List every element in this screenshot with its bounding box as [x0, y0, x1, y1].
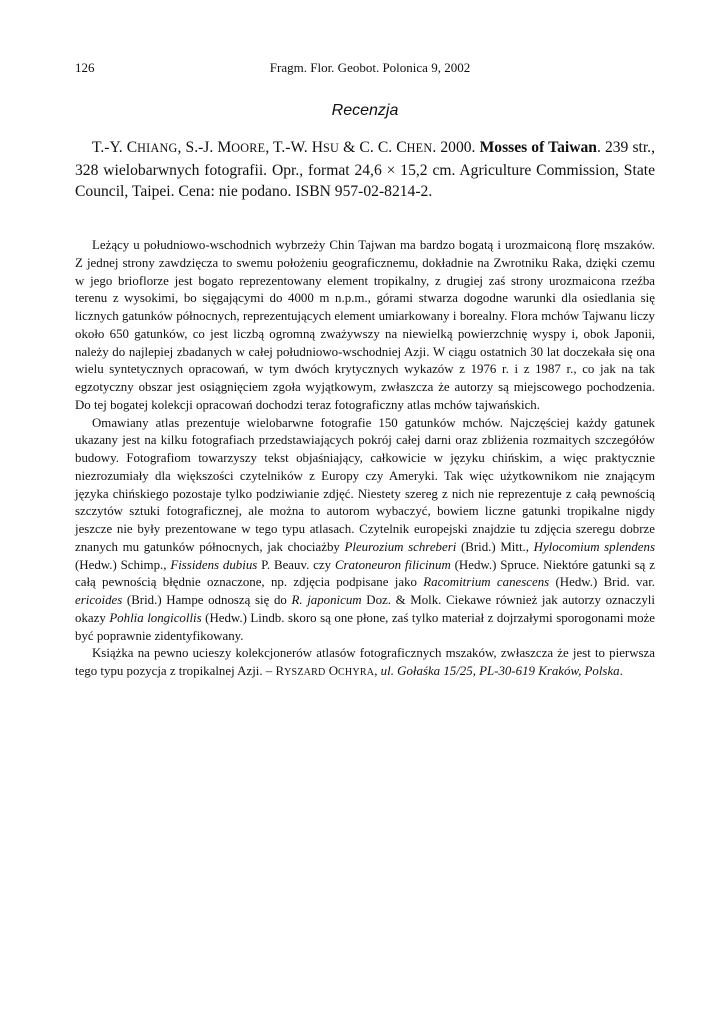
species-name: Pleurozium schreberi	[344, 539, 457, 554]
author-1-surname: HIANG	[137, 141, 178, 155]
page-number: 126	[75, 60, 95, 75]
book-title: Mosses of Taiwan	[479, 139, 597, 156]
book-citation	[75, 137, 655, 203]
species-name: Racomitrium canescens	[423, 575, 550, 590]
author-4-surname: HEN	[406, 141, 433, 155]
paragraph-2	[75, 415, 655, 646]
journal-citation-header: Fragm. Flor. Geobot. Polonica 9, 2002	[269, 60, 471, 75]
species-name: R. japonicum	[291, 593, 362, 607]
species-name: Cratoneuron filicinum	[334, 557, 451, 572]
species-name: Hylocomium splendens	[533, 539, 655, 554]
text-run: P. Beauv. czy	[257, 557, 335, 572]
author-1-initial: T.-Y. C	[92, 139, 138, 156]
text-run: .	[619, 664, 623, 678]
book-details: . 239 str., 328 wielobarwnych fotografii. Opr., format 24,6 × 15,2 cm. Agriculture Commission, State Council, Taipei. Cena: nie podano. ISBN 957-02-8214-2.	[75, 139, 655, 200]
text-run: (Brid.) Hampe odnoszą się do	[122, 593, 292, 607]
text-run: (Brid.) Mitt.,	[456, 539, 534, 554]
reviewer-first-name: YSZARD	[284, 667, 326, 678]
author-2-initial: , S.-J. M	[177, 139, 232, 156]
text-run: (Hedw.) Brid. var.	[549, 575, 655, 590]
reviewer-initial: O	[325, 664, 339, 678]
paragraph-3	[75, 645, 655, 682]
text-run: (Hedw.) Spruce. Niektóre gatunki są z całą pewnością błędnie oznaczone, np. zdjęcia podpisane jako	[75, 557, 655, 590]
species-name: Pohlia longicollis	[109, 610, 202, 625]
running-head	[75, 60, 655, 76]
author-4-initial: & C. C. C	[339, 139, 407, 156]
reviewer-address: ul. Gołaśka 15/25, PL-30-619 Kraków, Polska	[380, 664, 620, 678]
variety-name: ericoides	[75, 593, 123, 607]
author-3-surname: SU	[323, 141, 340, 155]
text-run: ,	[374, 664, 381, 678]
review-body	[75, 237, 655, 682]
text-run: (Hedw.) Lindb. skoro są one płone, zaś tylko materiał z dojrzałymi sporogonami może być poprawnie zidentyfikowany.	[75, 610, 655, 643]
author-2-surname: OORE	[231, 141, 266, 155]
text-run: Doz. & Molk. Ciekawe również jak autorzy oznaczyli okazy	[75, 593, 655, 625]
species-name: Fissidens dubius	[170, 557, 258, 572]
text-run: Omawiany atlas prezentuje wielobarwne fotografie 150 gatunków mchów. Najczęściej każdy gatunek ukazany jest na kilku fotografiach przedstawiających pokrój całej darni oraz zbliżenia rozmaitych szczegółów budowy. Fotografiom towarzyszy tekst objaśniający, całkowicie w języku chińskim, a więc praktycznie niezrozumiały dla większości czytelników z Europy czy Ameryki. Tak więc użytkownikom nie znającym języka chińskiego pozostaje tylko podziwianie zdjęć. Niestety szereg z nich nie reprezentuje z całą pewnością szczytów sztuki fotograficznej, ale można to autorom wybaczyć, bowiem liczne gatunki tropikalne nigdy jeszcze nie były prezentowane w tego typu atlasach. Czytelnik europejski znajdzie tu zdjęcia szeregu dobrze znanych mu gatunków północnych, jak chociażby	[75, 415, 655, 554]
section-title: Recenzja	[331, 102, 399, 119]
reviewer-surname: CHYRA	[338, 667, 375, 678]
author-3-initial: , T.-W. H	[265, 139, 324, 156]
text-run: Książka na pewno ucieszy kolekcjonerów atlasów fotograficznych mszaków, zwłaszcza że jest to pierwsza tego typu pozycja z tropikalnej Azji. – R	[75, 646, 655, 678]
publication-year: . 2000.	[432, 139, 480, 156]
text-run: (Hedw.) Schimp.,	[75, 557, 171, 572]
paragraph-1: Leżący u południowo-wschodnich wybrzeży Chin Tajwan ma bardzo bogatą i urozmaiconą florę mszaków. Z jednej strony zawdzięcza to swemu położeniu geograficznemu, dokładnie na Zwrotniku Raka, dzięki czemu w jego brioflorze jest bogato reprezentowany element tropikalny, z drugiej zaś strony urozmaicona rzeźba terenu z wysokimi, bo sięgającymi do 4000 m n.p.m., górami stwarza dogodne warunki dla osiedlania się licznych gatunków północnych, reprezentujących element umiarkowany i borealny. Flora mchów Tajwanu liczy około 650 gatunków, co jest liczbą ogromną zważywszy na niewielką powierzchnię wyspy i, obok Japonii, należy do najlepiej zbadanych w całej południowo-wschodniej Azji. W ciągu ostatnich 30 lat doczekała się ona wielu syntetycznych opracowań, w tym dwóch krytycznych wykazów z 1976 r. i z 1987 r., co jak na tak egzotyczny obszar jest osiągnięciem zgoła wyjątkowym, zwłaszcza że autorzy są miejscowego pochodzenia. Do tej bogatej kolekcji opracowań dochodzi teraz fotograficzny atlas mchów tajwańskich.	[75, 238, 655, 412]
